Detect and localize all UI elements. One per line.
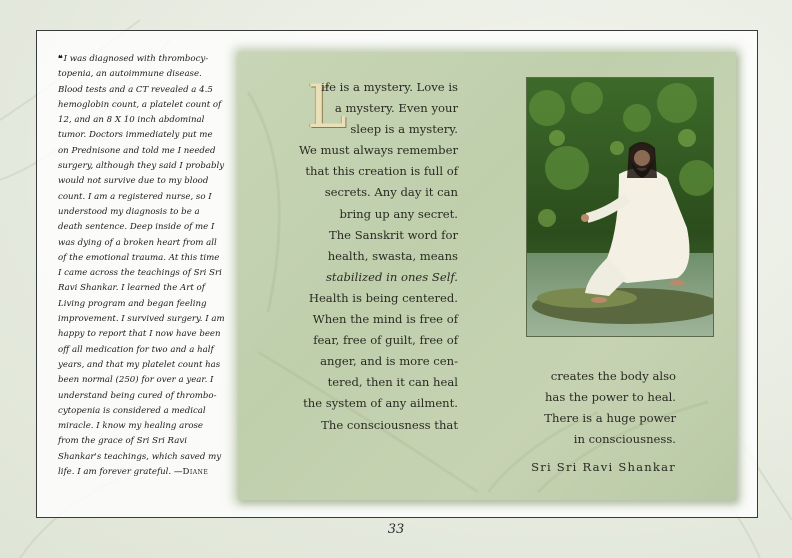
poem-line: There is a huge power [544,411,676,426]
poem-line: has the power to heal. [544,390,676,405]
testimonial-line: been normal (250) for over a year. I [58,375,214,386]
poem-line: Health is being centered. [308,290,458,305]
testimonial-line: improvement. I survived surgery. I am [58,314,225,325]
testimonial-line: Ravi Shankar. I learned the Art of [58,283,205,294]
testimonial-line: miracle. I know my healing arose [58,421,204,432]
photo-illustration [527,78,713,336]
poem-line: ife is a mystery. Love is [321,80,458,94]
testimonial-line: of the emotional trauma. At this time [58,252,220,263]
testimonial-line: tumor. Doctors immediately put me [58,130,213,141]
testimonial-author: Diane [182,467,209,478]
poem-line: a mystery. Even your [334,101,458,116]
testimonial-line: 12, and an 8 X 10 inch abdominal [58,115,205,126]
poem-line: in consciousness. [573,432,676,447]
page-number: 33 [387,522,405,537]
testimonial-line: hemoglobin count, a platelet count of [58,99,222,110]
testimonial-line: on Prednisone and told me I needed [58,145,216,156]
poem-line: creates the body also [550,369,676,383]
poem-line: tered, then it can heal [327,375,458,390]
testimonial-line: death sentence. Deep inside of me I [58,222,215,233]
testimonial-line: was dying of a broken heart from all [58,237,217,248]
poem-line: stabilized in ones Self. [325,269,458,284]
author-signature: Sri Sri Ravi Shankar [531,460,676,474]
testimonial-line: Blood tests and a CT revealed a 4.5 [58,84,213,95]
testimonial-line: from the grace of Sri Sri Ravi [58,436,187,447]
poem-line: sleep is a mystery. [350,122,458,137]
poem-line: that this creation is full of [305,164,458,179]
testimonial-line: cytopenia is considered a medical [58,405,206,416]
poem-text-right [520,366,676,450]
poem-line: The consciousness that [321,417,458,432]
testimonial-line: would not survive due to my blood [58,176,209,187]
testimonial-line: surgery, although they said I probably [58,161,225,172]
poem-line: anger, and is more cen- [320,354,458,369]
poem-line: health, swasta, means [327,248,458,263]
testimonial-line: off all medication for two and a half [58,344,214,355]
testimonial-line: understand being cured of thrombo- [58,390,217,401]
opening-quote-mark: ❝ [58,54,63,64]
poem-text-left [296,72,458,436]
testimonial-line: count. I am a registered nurse, so I [58,191,212,202]
poem-line: secrets. Any day it can [324,185,458,200]
poem-line: fear, free of guilt, free of [313,333,458,348]
testimonial-line: topenia, an autoimmune disease. [58,69,202,80]
testimonial-line: years, and that my platelet count has [58,359,221,370]
testimonial-line: Living program and began feeling [58,298,207,309]
poem-line: the system of any ailment. [303,396,458,411]
drop-cap-letter: L [307,72,347,142]
testimonial-line: life. I am forever grateful. —Diane [58,467,209,478]
poem-line: We must always remember [299,143,458,158]
poem-line: When the mind is free of [312,312,458,327]
testimonial-line: Shankar's teachings, which saved my [58,451,222,462]
testimonial-text [58,52,226,480]
testimonial-line: understood my diagnosis to be a [58,206,200,217]
testimonial-line: happy to report that I now have been [58,329,221,340]
poem-line: bring up any secret. [339,206,458,221]
testimonial-line: ❝I was diagnosed with thrombocy- [58,54,209,64]
seated-man-by-water-photo [526,77,714,337]
testimonial-line: I came across the teachings of Sri Sri [58,268,222,279]
poem-line: The Sanskrit word for [328,227,458,242]
